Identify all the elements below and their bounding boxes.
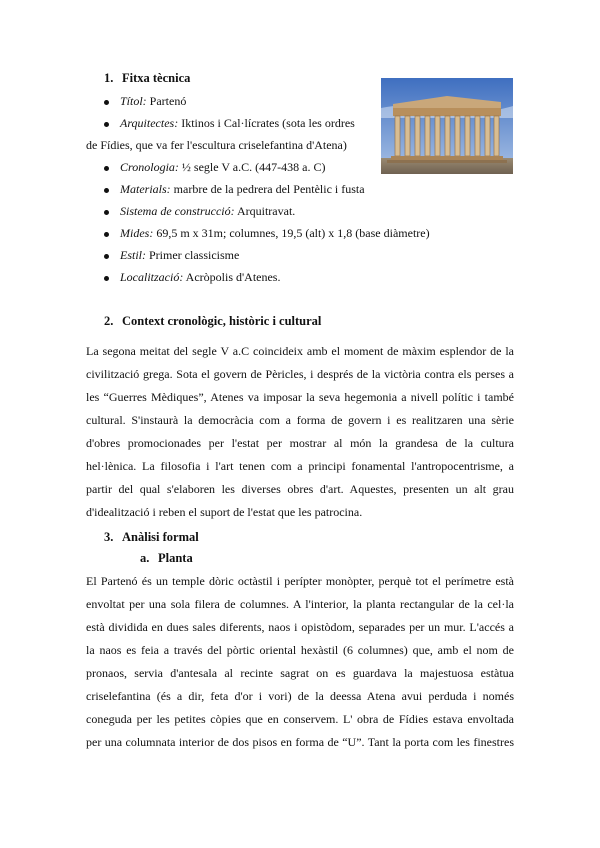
bullet-dot-icon [104,100,109,105]
section-heading-analisi [104,530,199,545]
bullet-label: Materials: [120,182,171,196]
bullet-label: Mides: [120,226,154,240]
paragraph-line: d'idealització i reben el suport de l'estat que les patrocina. [86,505,363,519]
paragraph-line: criselefantina (és a dir, feta d'or i vori) de la deessa Atena avui perduda i només [86,689,514,703]
paragraph-line: El Partenó és un temple dòric octàstil i perípter monòpter, perquè tot el perímetre està [86,574,514,588]
bullet-label: Títol: [120,94,147,108]
section-title: Anàlisi formal [122,530,199,544]
bullet-value: Acròpolis d'Atenes. [183,270,281,284]
paragraph-line: les “Guerres Mèdiques”, Atenes va imposar la seva hegemonia a nivell polític i també [86,390,514,404]
bullet-label: Sistema de construcció: [120,204,235,218]
paragraph-line: la naos es feia a través del pòrtic oriental hexàstil (6 columnes) que, amb el nom de [86,643,514,657]
paragraph-line: partir del qual s'elaboren les diverses obres d'art. Aquestes, presenten un alt grau [86,482,514,496]
section-number: 2. [104,314,114,328]
paragraph-line: per una columnata interior de dos pisos en forma de “U”. Tant la porta com les finestres [86,735,514,749]
paragraph-line: envoltat per una sola filera de columnes. A l'interior, la planta rectangular de la cel·la [86,597,514,611]
bullet-value: marbre de la pedrera del Pentèlic i fusta [170,182,365,196]
section-number: 1. [104,71,114,85]
parthenon-illustration [381,78,513,174]
paragraph-line: coneguda per les petites còpies que en conservem. L' obra de Fídies estava envoltada [86,712,514,726]
bullet-value: 69,5 m x 31m; columnes, 19,5 (alt) x 1,8 (base diàmetre) [153,226,430,240]
bullet-value: Iktinos i Cal·lícrates (sota les ordres [178,116,355,130]
paragraph-line: La segona meitat del segle V a.C coincideix amb el moment de màxim esplendor de la [86,344,514,358]
paragraph-line: hel·lènica. La filosofia i l'art tenen com a principi fonamental l'antropocentrisme, a [86,459,514,473]
section-title: Fitxa tècnica [122,71,191,85]
bullet-label: Estil: [120,248,146,262]
bullet-value: ½ segle V a.C. (447-438 a. C) [178,160,326,174]
section-number: 3. [104,530,114,544]
section-title: Context cronològic, històric i cultural [122,314,322,328]
paragraph-line: civilització grega. Sota el govern de Pèricles, i després de la victòria contra els perses a [86,367,514,381]
bullet-label: Localització: [120,270,184,284]
bullet-dot-icon [104,122,109,127]
bullet-dot-icon [104,166,109,171]
bullet-value: Primer classicisme [146,248,240,262]
bullet-dot-icon [104,188,109,193]
subsection-title: Planta [158,551,193,565]
parthenon-photo [381,78,513,174]
bullet-dot-icon [104,210,109,215]
context-paragraph [86,340,514,524]
bullet-label: Cronologia: [120,160,179,174]
subsection-heading-planta [140,551,193,566]
planta-paragraph [86,570,514,754]
paragraph-line: d'obres promocionades per l'estat per mostrar al món la grandesa de la cultura [86,436,514,450]
subsection-letter: a. [140,551,150,565]
paragraph-line: pronaos, servia d'antesala al recinte sagrat on es guardava la majestuosa estàtua [86,666,514,680]
bullet-dot-icon [104,254,109,259]
bullet-dot-icon [104,276,109,281]
section-heading-fitxa [104,71,190,86]
bullet-value: Partenó [146,94,187,108]
paragraph-line: cultural. S'instaurà la democràcia com a forma de govern i es realitzaren una sèrie [86,413,514,427]
bullet-value: Arquitravat. [234,204,296,218]
bullet-label: Arquitectes: [120,116,179,130]
bullet-dot-icon [104,232,109,237]
section-heading-context [104,314,321,329]
bullet-continuation: de Fídies, que va fer l'escultura criselefantina d'Atena) [86,138,347,152]
paragraph-line: està dividida en dues sales diferents, naos i opistòdom, separades per un mur. L'accés a [86,620,514,634]
